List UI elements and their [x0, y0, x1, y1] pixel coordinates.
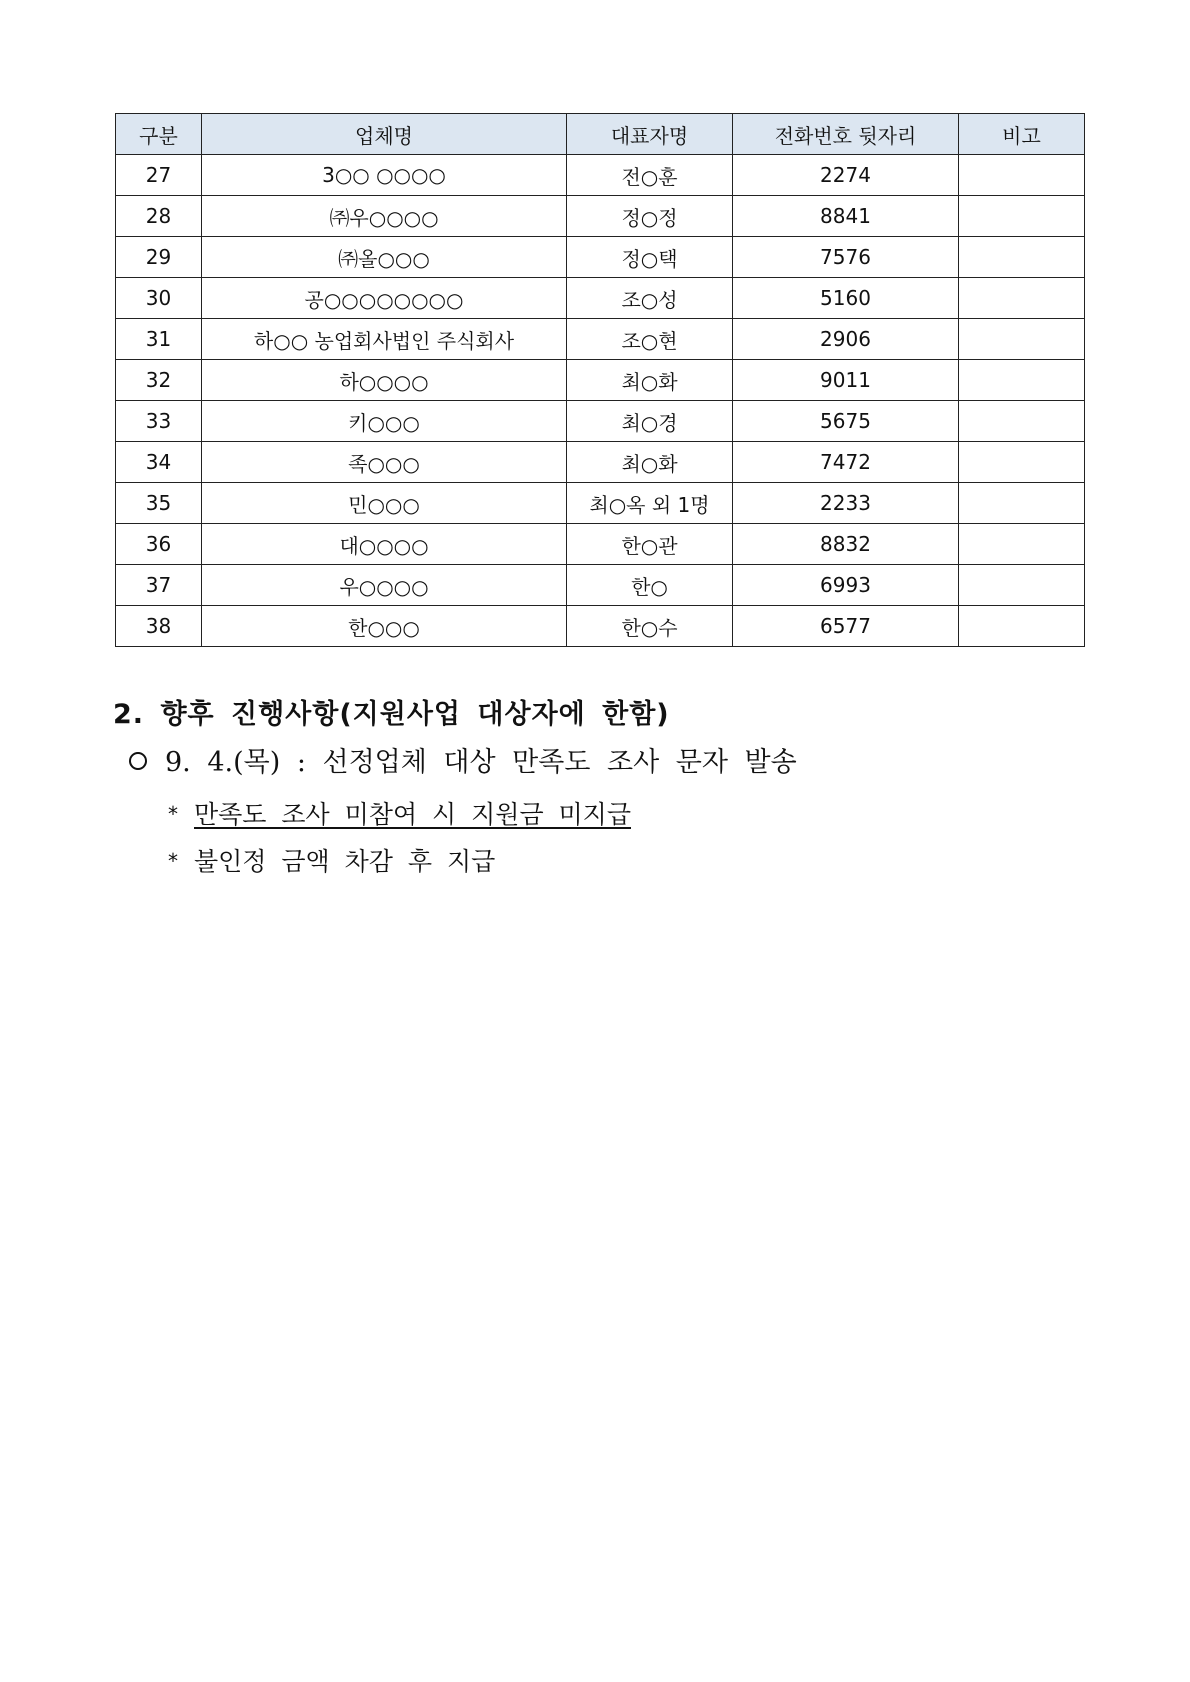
cell-representative: 한○: [567, 565, 733, 606]
cell-phone-suffix: 5675: [733, 401, 959, 442]
header-phone-suffix: 전화번호 뒷자리: [733, 114, 959, 155]
table-row: [116, 237, 1085, 278]
cell-representative: 최○화: [567, 360, 733, 401]
cell-remarks: [959, 319, 1085, 360]
cell-phone-suffix: 7472: [733, 442, 959, 483]
cell-number: 30: [116, 278, 202, 319]
header-representative: 대표자명: [567, 114, 733, 155]
cell-number: 35: [116, 483, 202, 524]
cell-representative: 전○훈: [567, 155, 733, 196]
cell-phone-suffix: 8832: [733, 524, 959, 565]
header-company-name: 업체명: [202, 114, 567, 155]
note-item: [168, 795, 631, 834]
cell-phone-suffix: 9011: [733, 360, 959, 401]
cell-representative: 조○현: [567, 319, 733, 360]
cell-phone-suffix: 8841: [733, 196, 959, 237]
header-number: 구분: [116, 114, 202, 155]
cell-representative: 조○성: [567, 278, 733, 319]
cell-number: 29: [116, 237, 202, 278]
cell-company-name: 한○○○: [202, 606, 567, 647]
cell-number: 27: [116, 155, 202, 196]
cell-remarks: [959, 360, 1085, 401]
table-row: [116, 278, 1085, 319]
table-row: [116, 319, 1085, 360]
bullet-text: 9. 4.(목) : 선정업체 대상 만족도 조사 문자 발송: [165, 747, 797, 778]
cell-company-name: 공○○○○○○○○: [202, 278, 567, 319]
cell-company-name: 3○○ ○○○○: [202, 155, 567, 196]
cell-remarks: [959, 401, 1085, 442]
cell-number: 38: [116, 606, 202, 647]
note-text: 불인정 금액 차감 후 지급: [194, 847, 496, 876]
cell-remarks: [959, 565, 1085, 606]
cell-phone-suffix: 6577: [733, 606, 959, 647]
cell-company-name: 족○○○: [202, 442, 567, 483]
cell-remarks: [959, 483, 1085, 524]
cell-number: 36: [116, 524, 202, 565]
follow-up-section: [113, 695, 1073, 876]
company-table: [115, 113, 1085, 647]
cell-remarks: [959, 155, 1085, 196]
cell-representative: 최○경: [567, 401, 733, 442]
cell-phone-suffix: 2906: [733, 319, 959, 360]
table-row: [116, 401, 1085, 442]
table-row: [116, 360, 1085, 401]
table-row: [116, 606, 1085, 647]
cell-phone-suffix: 2233: [733, 483, 959, 524]
table-row: [116, 155, 1085, 196]
cell-company-name: 하○○ 농업회사법인 주식회사: [202, 319, 567, 360]
table-header-row: [116, 114, 1085, 155]
section-title: 2. 향후 진행사항(지원사업 대상자에 한함): [113, 699, 670, 730]
cell-remarks: [959, 524, 1085, 565]
cell-number: 37: [116, 565, 202, 606]
cell-phone-suffix: 6993: [733, 565, 959, 606]
cell-representative: 정○정: [567, 196, 733, 237]
cell-company-name: ㈜우○○○○: [202, 196, 567, 237]
cell-company-name: 대○○○○: [202, 524, 567, 565]
table-row: [116, 524, 1085, 565]
cell-remarks: [959, 442, 1085, 483]
asterisk-marker: *: [168, 849, 178, 873]
asterisk-marker: *: [168, 802, 178, 826]
cell-number: 33: [116, 401, 202, 442]
cell-remarks: [959, 278, 1085, 319]
hollow-circle-bullet-icon: [129, 752, 147, 770]
bullet-item: [129, 743, 797, 783]
cell-company-name: 키○○○: [202, 401, 567, 442]
cell-phone-suffix: 5160: [733, 278, 959, 319]
cell-representative: 최○옥 외 1명: [567, 483, 733, 524]
cell-phone-suffix: 2274: [733, 155, 959, 196]
table-row: [116, 196, 1085, 237]
cell-company-name: 민○○○: [202, 483, 567, 524]
cell-number: 31: [116, 319, 202, 360]
cell-number: 28: [116, 196, 202, 237]
cell-representative: 정○택: [567, 237, 733, 278]
cell-representative: 한○수: [567, 606, 733, 647]
cell-number: 34: [116, 442, 202, 483]
note-text-underlined: 만족도 조사 미참여 시 지원금 미지급: [194, 800, 631, 829]
cell-remarks: [959, 196, 1085, 237]
cell-company-name: ㈜올○○○: [202, 237, 567, 278]
cell-company-name: 우○○○○: [202, 565, 567, 606]
note-item: [168, 842, 495, 881]
cell-representative: 최○화: [567, 442, 733, 483]
cell-remarks: [959, 606, 1085, 647]
table-row: [116, 483, 1085, 524]
cell-representative: 한○관: [567, 524, 733, 565]
company-table-container: [115, 113, 1084, 647]
cell-remarks: [959, 237, 1085, 278]
table-row: [116, 565, 1085, 606]
cell-company-name: 하○○○○: [202, 360, 567, 401]
cell-number: 32: [116, 360, 202, 401]
table-row: [116, 442, 1085, 483]
cell-phone-suffix: 7576: [733, 237, 959, 278]
header-remarks: 비고: [959, 114, 1085, 155]
